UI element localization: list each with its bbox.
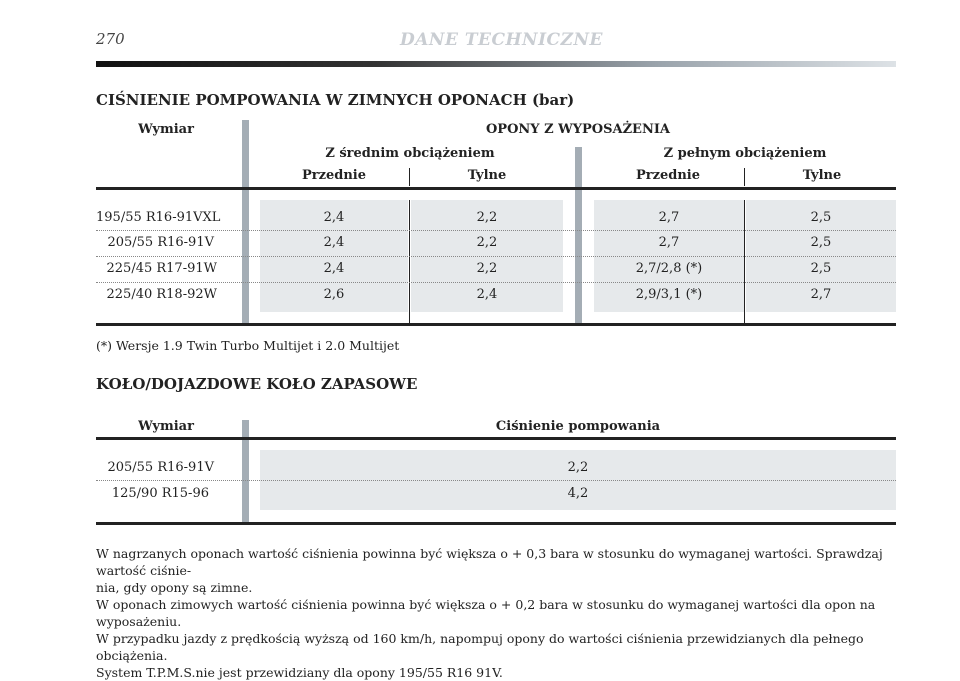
group-header-tyres: OPONY Z WYPOSAŻENIA (485, 122, 671, 137)
notes-paragraph (96, 545, 906, 681)
pressure-medium-front: 2,6 (323, 287, 345, 302)
row-divider (96, 282, 896, 283)
row-divider (96, 480, 896, 481)
pressure-medium-rear: 2,4 (476, 287, 498, 302)
pressure-medium-rear: 2,2 (476, 210, 498, 225)
pressure-medium-front: 2,4 (323, 261, 345, 276)
section-title-pressure: CIŚNIENIE POMPOWANIA W ZIMNYCH OPONACH (bar) (96, 91, 575, 109)
col-header-size: Wymiar (138, 122, 194, 137)
spare-pressure: 2,2 (567, 460, 589, 475)
table-top-rule (96, 437, 896, 440)
pressure-medium-front: 2,4 (323, 210, 345, 225)
col-header-pressure: Ciśnienie pompowania (495, 419, 661, 434)
pressure-full-front: 2,7/2,8 (*) (635, 261, 703, 276)
spare-pressure: 4,2 (567, 486, 589, 501)
column-separator-full (744, 200, 745, 323)
col-header-size: Wymiar (138, 419, 194, 434)
pressure-full-rear: 2,5 (810, 210, 832, 225)
column-separator-medium (409, 200, 410, 323)
table-bottom-rule (96, 323, 896, 326)
table-bottom-rule (96, 522, 896, 525)
row-divider (96, 256, 896, 257)
subheader-full-load: Z pełnym obciążeniem (663, 146, 827, 161)
pressure-full-rear: 2,5 (810, 261, 832, 276)
row-divider (96, 230, 896, 231)
pressure-full-rear: 2,5 (810, 235, 832, 250)
pressure-medium-front: 2,4 (323, 235, 345, 250)
pressure-medium-rear: 2,2 (476, 261, 498, 276)
pressure-medium-rear: 2,2 (476, 235, 498, 250)
chapter-title: DANE TECHNICZNE (400, 30, 603, 50)
spare-tyre-size: 125/90 R15-96 (111, 486, 209, 501)
paragraph-line: W nagrzanych oponach wartość ciśnienia powinna być większa o + 0,3 bara w stosunku do wymaganej wartości. Sprawdzaj wartość ciśnie- (96, 546, 883, 578)
paragraph-line: W oponach zimowych wartość ciśnienia powinna być większa o + 0,2 bara w stosunku do wymaganej wartości dla opon na wyposażeniu. (96, 597, 876, 629)
header-rear-full: Tylne (802, 168, 842, 183)
footnote: (*) Wersje 1.9 Twin Turbo Multijet i 2.0 Multijet (96, 338, 400, 353)
header-separator-full (744, 168, 745, 186)
pressure-full-front: 2,7 (658, 235, 680, 250)
header-front-full: Przednie (635, 168, 701, 183)
header-front-medium: Przednie (301, 168, 367, 183)
tyre-size: 205/55 R16-91V (107, 235, 214, 250)
spare-tyre-size: 205/55 R16-91V (107, 460, 214, 475)
divider-bar-middle (575, 147, 582, 325)
divider-bar-spare (242, 420, 249, 524)
paragraph-line: nia, gdy opony są zimne. (96, 580, 253, 595)
pressure-full-rear: 2,7 (810, 287, 832, 302)
section-title-spare-wheel: KOŁO/DOJAZDOWE KOŁO ZAPASOWE (96, 375, 418, 393)
table-top-rule (96, 187, 896, 190)
subheader-medium-load: Z średnim obciążeniem (325, 146, 495, 161)
header-rear-medium: Tylne (467, 168, 507, 183)
paragraph-line: System T.P.M.S.nie jest przewidziany dla opony 195/55 R16 91V. (96, 665, 503, 680)
header-rule (96, 61, 896, 67)
header-separator-medium (409, 168, 410, 186)
page-number: 270 (96, 30, 125, 48)
pressure-full-front: 2,7 (658, 210, 680, 225)
tyre-size: 225/45 R17-91W (106, 261, 217, 276)
tyre-size: 195/55 R16-91VXL (96, 210, 221, 225)
pressure-full-front: 2,9/3,1 (*) (635, 287, 703, 302)
divider-bar-left (242, 120, 249, 325)
tyre-size: 225/40 R18-92W (106, 287, 217, 302)
paragraph-line: W przypadku jazdy z prędkością wyższą od 160 km/h, napompuj opony do wartości ciśnienia przewidzianych dla pełnego obciążenia. (96, 631, 864, 663)
